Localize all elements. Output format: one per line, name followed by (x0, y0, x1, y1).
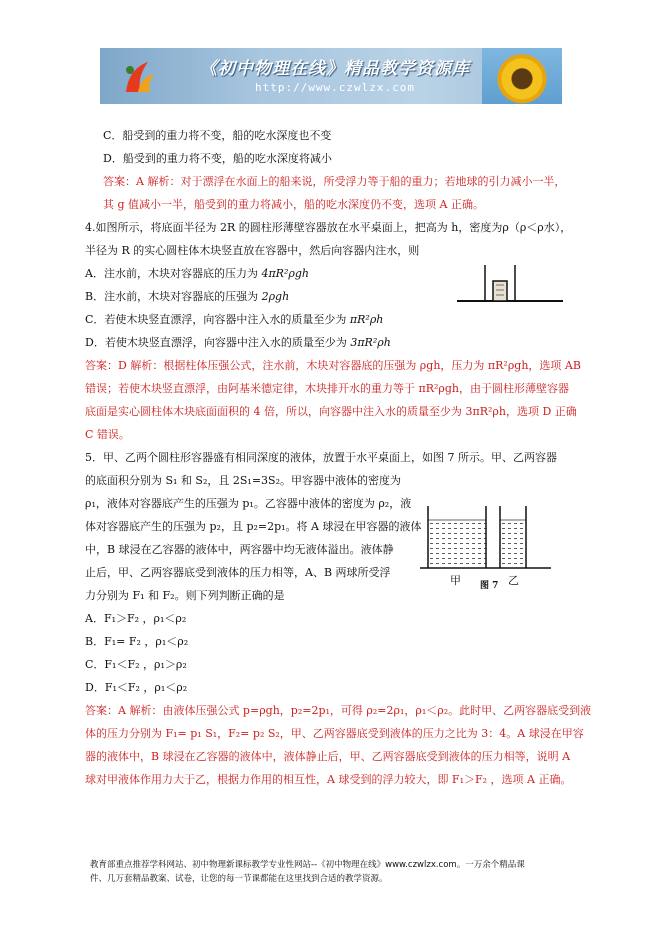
q5-option-c: C．F₁＜F₂ ，ρ₁＞ρ₂ (85, 658, 187, 671)
q5-option-b: B．F₁= F₂ ，ρ₁＜ρ₂ (85, 635, 189, 648)
site-logo-icon (118, 58, 158, 98)
q5-stem-line-1: 5．甲、乙两个圆柱形容器盛有相同深度的液体，放置于水平桌面上，如图 7 所示。甲、乙两容器 (85, 451, 557, 464)
q4-wood-block (493, 281, 507, 301)
q3-option-c: C．船受到的重力将不变，船的吃水深度也不变 (103, 129, 332, 142)
q5-stem-line-4: 体对容器底产生的压强为 p₂，且 p₂=2p₁。将 A 球浸在甲容器的液体 (85, 520, 422, 533)
q4-stem-line-1: 4.如图所示，将底面半径为 2R 的圆柱形薄壁容器放在水平桌面上，把高为 h，密度为ρ（ρ＜ρ水）， (85, 221, 572, 234)
banner-url[interactable]: http://www.czwlzx.com (254, 81, 416, 94)
q4-container-figure (455, 255, 565, 310)
q5-answer-line-2: 体的压力分别为 F₁= p₁ S₁，F₂= p₂ S₂，甲、乙两容器底受到液体的压力之比为 3：4。A 球浸在甲容 (85, 727, 584, 740)
page-footer (90, 858, 580, 886)
q4-option-d: D．若使木块竖直漂浮，向容器中注入水的质量至少为 3πR²ρh (85, 336, 391, 349)
figure-label-jia: 甲 (450, 574, 461, 587)
q5-option-a: A．F₁＞F₂ ，ρ₁＜ρ₂ (85, 612, 187, 625)
site-banner (100, 48, 562, 104)
q4-option-a: A．注水前，木块对容器底的压力为 4πR²ρgh (85, 267, 309, 280)
q4-answer-line-2: 错误；若使木块竖直漂浮，由阿基米德定律，木块排开水的重力等于 πR²ρgh，由于圆柱形薄壁容器 (85, 382, 570, 395)
footer-line-2: 件、几万套精品教案、试卷，让您的每一节课都能在这里找到合适的教学资源。 (90, 874, 388, 884)
q5-stem-line-2: 的底面积分别为 S₁ 和 S₂，且 2S₁=3S₂。甲容器中液体的密度为 (85, 474, 401, 487)
banner-title: 《初中物理在线》精品教学资源库 (200, 59, 470, 79)
container-jia-liquid (428, 520, 486, 568)
container-yi-liquid (500, 520, 526, 568)
q5-stem-line-6: 止后，甲、乙两容器底受到液体的压力相等，A、B 两球所受浮 (85, 566, 391, 579)
q5-answer-line-1: 答案：A 解析：由液体压强公式 p=ρgh，p₂=2p₁，可得 ρ₂=2ρ₁，ρ₁＜ρ₂。此时甲、乙两容器底受到液 (85, 704, 592, 717)
q4-option-b-formula: 2ρgh (261, 290, 290, 303)
q4-stem-line-2: 半径为 R 的实心圆柱体木块竖直放在容器中，然后向容器内注水，则 (85, 244, 420, 257)
q5-answer-line-3: 器的液体中，B 球浸在乙容器的液体中，液体静止后，甲、乙两容器底受到液体的压力相等，说明 A (85, 750, 571, 763)
q4-option-c: C．若使木块竖直漂浮，向容器中注入水的质量至少为 πR²ρh (85, 313, 384, 326)
q5-option-d: D．F₁＜F₂ ，ρ₁＜ρ₂ (85, 681, 188, 694)
q3-answer-line-1: 答案：A 解析：对于漂浮在水面上的船来说，所受浮力等于船的重力；若地球的引力减小一半， (103, 175, 566, 188)
sunflower-icon (482, 48, 562, 104)
q4-option-c-formula: πR²ρh (349, 313, 384, 326)
figure-caption: 图 7 (480, 581, 499, 591)
q5-stem-line-7: 力分别为 F₁ 和 F₂。则下列判断正确的是 (85, 589, 285, 602)
document-body (85, 124, 592, 791)
q4-answer-line-4: C 错误。 (85, 428, 130, 441)
q4-answer-line-3: 底面是实心圆柱体木块底面面积的 4 倍，所以，向容器中注入水的质量至少为 3πR²ρh，选项 D 正确 (85, 405, 577, 418)
q3-option-d: D．船受到的重力将不变，船的吃水深度将减小 (103, 152, 332, 165)
q3-answer-line-2: 其 g 值减小一半，船受到的重力将减小，船的吃水深度仍不变，选项 A 正确。 (103, 198, 484, 211)
q4-option-d-formula: 3πR²ρh (350, 336, 391, 349)
q4-option-b: B．注水前，木块对容器底的压强为 2ρgh (85, 290, 290, 303)
q4-option-a-formula: 4πR²ρgh (261, 267, 309, 280)
q5-figure-labels (418, 566, 553, 596)
q5-answer-line-4: 球对甲液体作用力大于乙，根据力作用的相互性，A 球受到的浮力较大，即 F₁＞F₂ ，选项 A 正确。 (85, 773, 572, 786)
q5-stem-line-5: 中，B 球浸在乙容器的液体中，两容器中均无液体溢出。液体静 (85, 543, 394, 556)
q4-answer-line-1: 答案：D 解析：根据柱体压强公式，注水前，木块对容器底的压强为 ρgh，压力为 πR²ρgh，选项 AB (85, 359, 581, 372)
footer-line-1: 教育部重点推荐学科网站、初中物理新课标教学专业性网站--《初中物理在线》www.czwlzx.com。一万余个精品课 (90, 860, 525, 870)
figure-label-yi: 乙 (508, 574, 519, 587)
q5-stem-line-3: ρ₁，液体对容器底产生的压强为 p₁。乙容器中液体的密度为 ρ₂，液 (85, 497, 412, 510)
